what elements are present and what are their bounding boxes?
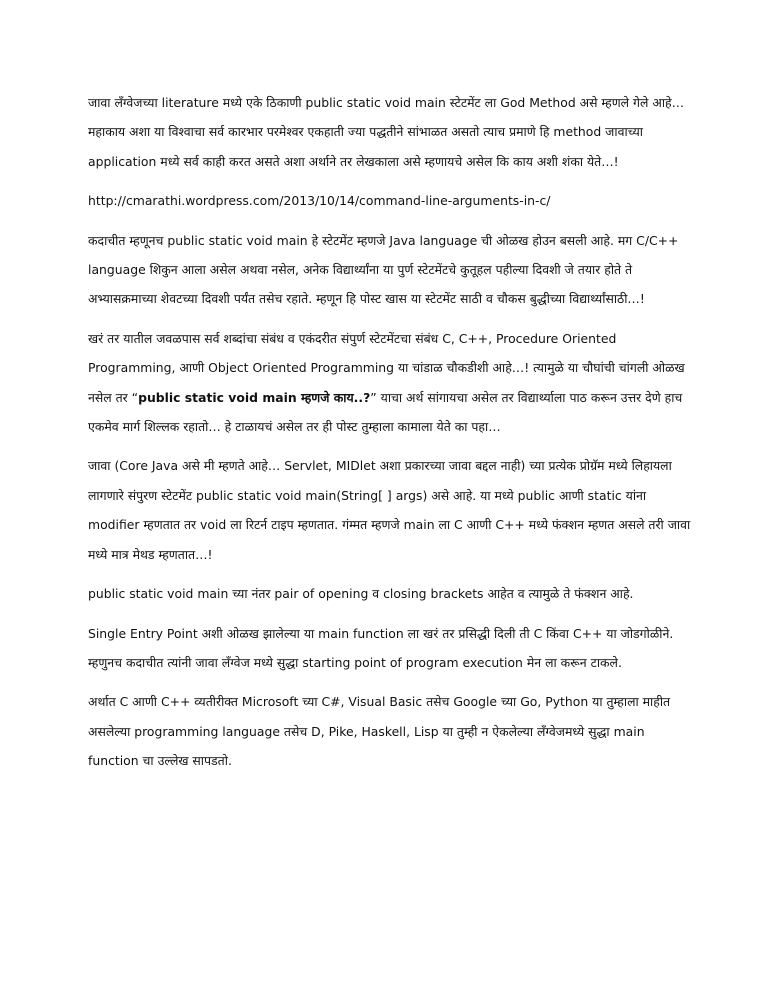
paragraph-four-concepts-before: खरं तर यातील जवळपास सर्व शब्दांचा संबंध व एकंदरीत संपुर्ण स्टेटमेंटचा संबंध C, C++, Procedure Oriented Programming, आणी Object Oriented Programming या चांडाळ चौकडीशी आहे…! त्यामुळे या चौघांची चांगली ओळख नसेल तर “ — [88, 330, 685, 405]
paragraph-core-java: जावा (Core Java असे मी म्हणते आहे… Servlet, MIDlet अशा प्रकारच्या जावा बद्दल नाही) च्या प्रत्येक प्रोग्रॅम मध्ये लिहायला लागणारे संपुरण स्टेटमेंट public static void main(String[ ] args) असे आहे. या मध्ये public आणी static यांना modifier म्हणतात तर void ला रिटर्न टाइप म्हणतात. गंम्मत म्हणजे main ला C आणी C++ मध्ये फंक्शन म्हणत असले तरी जावा मध्ये मात्र मेथड म्हणतात…! — [88, 458, 691, 562]
paragraph-four-concepts-after: ” याचा अर्थ सांगायचा असेल तर विद्यार्थ्याला पाठ करून उत्तर देणे हाच एकमेव मार्ग शिल्लक रहातो… हे टाळायचं असेल तर ही पोस्ट तुम्हाला कामाला येते का पहा… — [88, 389, 683, 435]
question-highlight: public static void main म्हणजे काय..? — [138, 389, 371, 405]
paragraph-java-identity: कदाचीत म्हणूनच public static void main हे स्टेटमेंट म्हणजे Java language ची ओळख होउन बसली आहे. मग C/C++ language शिकुन आला असेल अथवा नसेल, अनेक विद्यार्थ्यांना या पुर्ण स्टेटमेंटचे कुतूहल पहील्या दिवशी जे तयार होते ते अभ्यासक्रमाच्या शेवटच्या दिवशी पर्यंत तसेच रहाते. म्हणून हि पोस्ट खास या स्टेटमेंट साठी व चौकस बुद्धीच्या विद्यार्थ्यांसाठी…! — [88, 232, 679, 307]
paragraph-brackets: public static void main च्या नंतर pair of opening व closing brackets आहेत व त्यामुळे ते फंक्शन आहे. — [88, 586, 634, 602]
paragraph-four-concepts — [88, 324, 694, 442]
paragraph-other-languages: अर्थात C आणी C++ व्यतीरीक्त Microsoft च्या C#, Visual Basic तसेच Google च्या Go, Python या तुम्हाला माहीत असलेल्या programming language तसेच D, Pike, Haskell, Lisp या तुम्ही न ऐकलेल्या लॅंग्वेजमध्ये सुद्धा main function चा उल्लेख सापडतो. — [88, 694, 671, 769]
paragraph-god-method: जावा लॅंग्वेजच्या literature मध्ये एके ठिकाणी public static void main स्टेटमेंट ला God Method असे म्हणले गेले आहे… महाकाय अशा या विश्वाचा सर्व कारभार परमेश्वर एकहाती ज्या पद्धतीने सांभाळत असतो त्याच प्रमाणे हि method जावाच्या application मध्ये सर्व काही करत असते अशा अर्थाने तर लेखकाला असे म्हणायचे असेल कि काय अशी शंका येते…! — [88, 95, 684, 169]
reference-url[interactable]: http://cmarathi.wordpress.com/2013/10/14/command-line-arguments-in-c/ — [88, 193, 551, 209]
paragraph-entry-point: Single Entry Point अशी ओळख झालेल्या या main function ला खरं तर प्रसिद्धी दिली ती C किंवा C++ या जोडगोळीने. म्हणुनच कदाचीत त्यांनी जावा लॅंग्वेज मध्ये सुद्धा starting point of program execution मेन ला करून टाकले. — [88, 625, 674, 670]
